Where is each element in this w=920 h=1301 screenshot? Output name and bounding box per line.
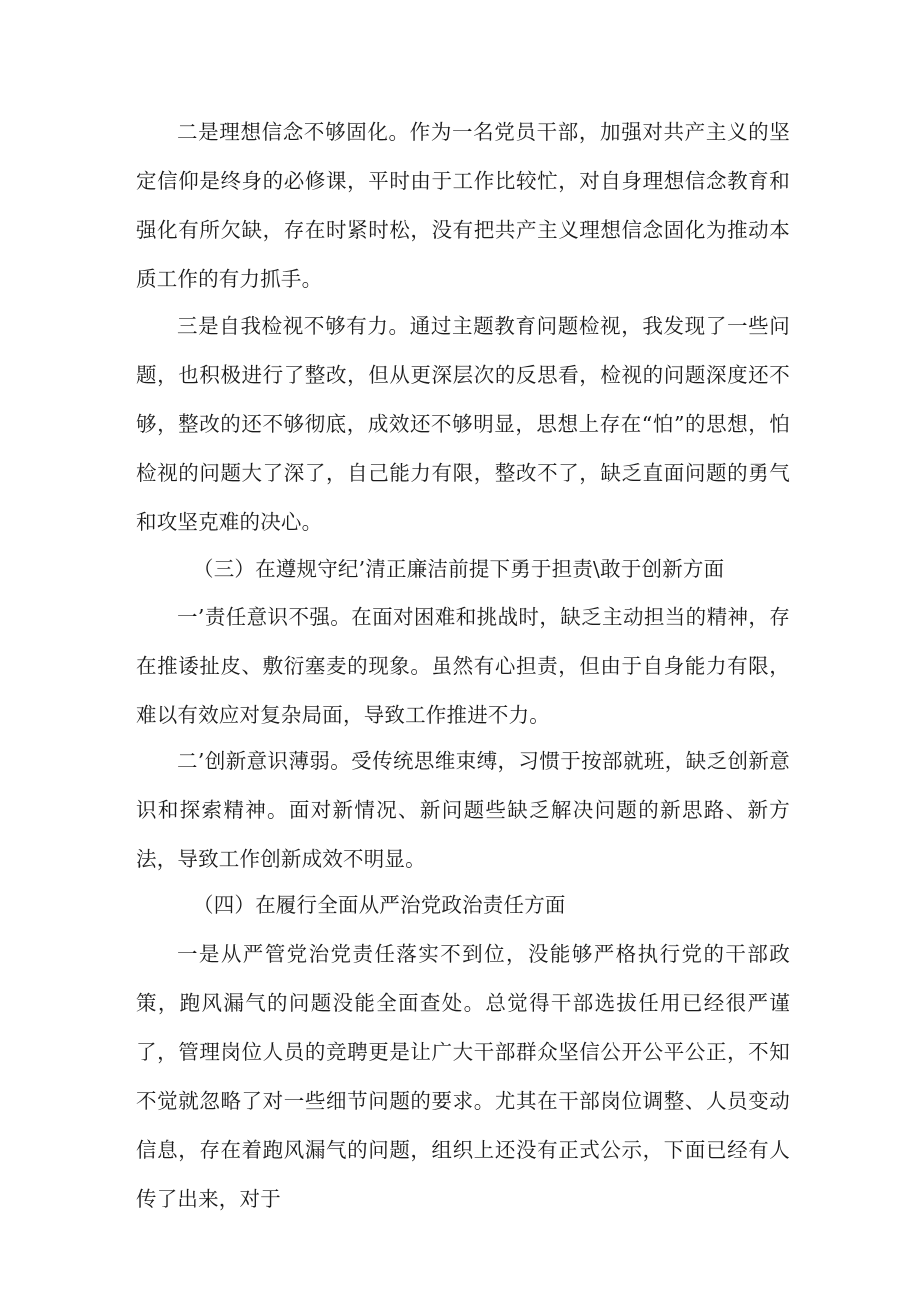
paragraph-responsibility: 一’责任意识不强。在面对困难和挑战时，缺乏主动担当的精神，存在推诿扯皮、敷衍塞麦的现象。虽然有心担责，但由于自身能力有限，难以有效应对复杂局面，导致工作推进不力。	[136, 605, 790, 727]
paragraph-ideals-faith: 二是理想信念不够固化。作为一名党员干部，加强对共产主义的坚定信仰是终身的必修课，平时由于工作比较忙，对自身理想信念教育和强化有所欠缺，存在时紧时松，没有把共产主义理想信念固化为推动本质工作的有力抓手。	[136, 120, 790, 291]
paragraph-party-governance: 一是从严管党治党责任落实不到位，没能够严格执行党的干部政策，跑风漏气的问题没能全面查处。总觉得干部选拔任用已经很严谨了，管理岗位人员的竞聘更是让广大干部群众坚信公开公平公正，不知不觉就忽略了对一些细节问题的要求。尤其在干部岗位调整、人员变动信息，存在着跑风漏气的问题，组织上还没有正式公示，下面已经有人传了出来，对于	[136, 942, 790, 1211]
section-heading-3: （三）在遵规守纪’清正廉洁前提下勇于担责\敢于创新方面	[193, 557, 725, 581]
section-heading-4: （四）在履行全面从严治党政治责任方面	[193, 893, 566, 917]
paragraph-innovation: 二’创新意识薄弱。受传统思维束缚，习惯于按部就班，缺乏创新意识和探索精神。面对新情况、新问题些缺乏解决问题的新思路、新方法，导致工作创新成效不明显。	[136, 749, 790, 871]
paragraph-self-inspection: 三是自我检视不够有力。通过主题教育问题检视，我发现了一些问题，也积极进行了整改，但从更深层次的反思看，检视的问题深度还不够，整改的还不够彻底，成效还不够明显，思想上存在“怕”的思想，怕检视的问题大了深了，自己能力有限，整改不了，缺乏直面问题的勇气和攻坚克难的决心。	[136, 314, 790, 534]
